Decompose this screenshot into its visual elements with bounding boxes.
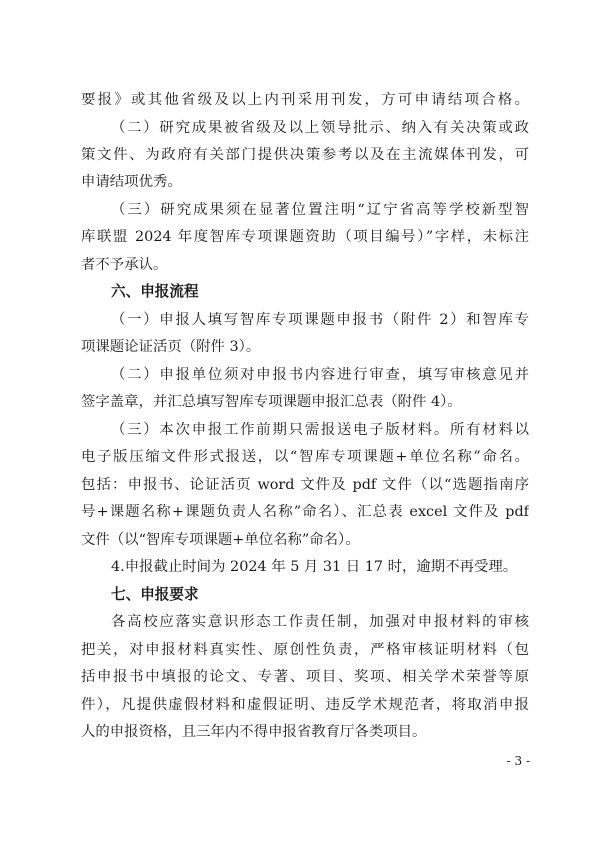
text-line: 各高校应落实意识形态工作责任制，加强对申报材料的审核 bbox=[111, 614, 529, 630]
text-line: 申请结项优秀。 bbox=[81, 174, 182, 190]
text-line: 件），凡提供虚假材料和虚假证明、违反学术规范者，将取消申报 bbox=[81, 697, 529, 713]
text-line: 要报》或其他省级及以上内刊采用刊发，方可申请结项合格。 bbox=[81, 92, 529, 108]
text-line: 者不予承认。 bbox=[81, 257, 168, 273]
text-line: （二）研究成果被省级及以上领导批示、纳入有关决策或政 bbox=[111, 120, 529, 136]
text-line: 项课题论证活页（附件 3）。 bbox=[81, 339, 261, 355]
text-line: 包括：申报书、论证活页 word 文件及 pdf 文件（以“选题指南序 bbox=[81, 477, 529, 493]
text-line: 文件（以“智库专项课题+单位名称”命名）。 bbox=[81, 532, 360, 548]
text-line: 人的申报资格，且三年内不得申报省教育厅各类项目。 bbox=[81, 724, 427, 740]
text-line: 号+课题名称+课题负责人名称”命名）、汇总表 excel 文件及 pdf bbox=[81, 504, 529, 520]
text-line: （三）本次申报工作前期只需报送电子版材料。所有材料以 bbox=[111, 422, 529, 438]
text-line: （二）申报单位须对申报书内容进行审查，填写审核意见并 bbox=[111, 367, 529, 383]
text-line: 括申报书中填报的论文、专著、项目、奖项、相关学术荣誉等原 bbox=[81, 669, 529, 685]
text-line: 电子版压缩文件形式报送，以“智库专项课题+单位名称”命名。 bbox=[81, 449, 529, 465]
section-heading: 六、申报流程 bbox=[111, 283, 199, 300]
text-line: 签字盖章，并汇总填写智库专项课题申报汇总表（附件 4）。 bbox=[81, 394, 462, 410]
section-heading: 七、申报要求 bbox=[111, 586, 199, 603]
text-line: （三）研究成果须在显著位置注明“辽宁省高等学校新型智 bbox=[111, 202, 529, 218]
text-line: 策文件、为政府有关部门提供决策参考以及在主流媒体刊发，可 bbox=[81, 147, 529, 163]
text-line: 把关，对申报材料真实性、原创性负责，严格审核证明材料（包 bbox=[81, 642, 529, 658]
text-line: 库联盟 2024 年度智库专项课题资助（项目编号）”字样，未标注 bbox=[81, 229, 529, 245]
page-number: - 3 - bbox=[506, 754, 530, 768]
text-line: 4.申报截止时间为 2024 年 5 月 31 日 17 时，逾期不再受理。 bbox=[111, 559, 518, 575]
text-line: （一）申报人填写智库专项课题申报书（附件 2）和智库专 bbox=[111, 312, 529, 328]
